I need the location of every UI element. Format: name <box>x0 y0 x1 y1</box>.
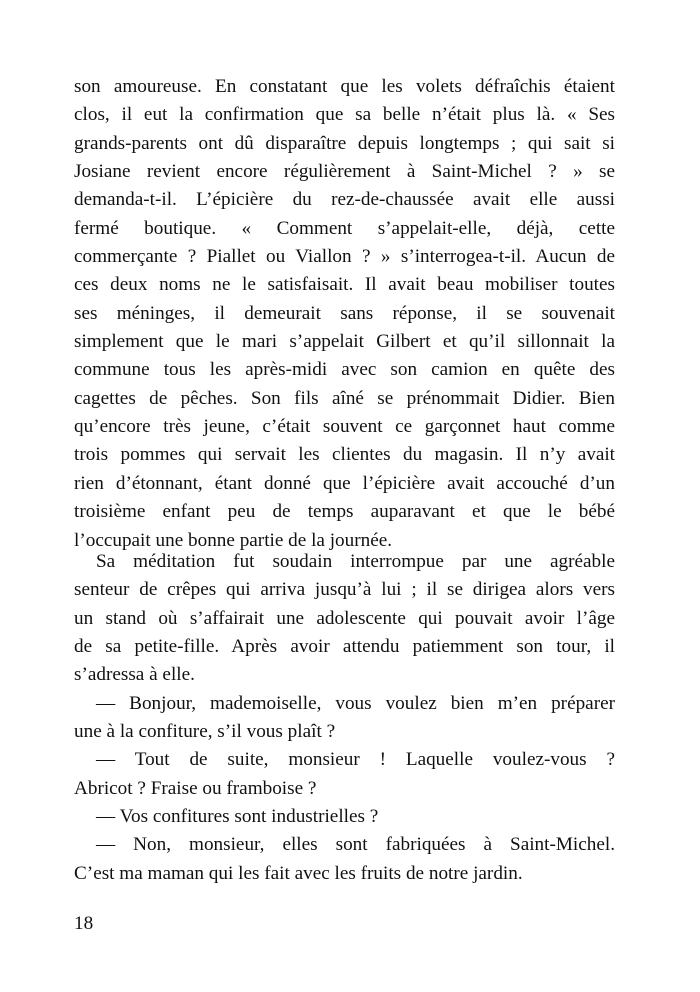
text-line: demanda-t-il. L’épicière du rez-de-chaussée avait elle aussi <box>74 189 615 211</box>
dialogue-line: — Tout de suite, monsieur ! Laquelle voulez-vous ? <box>96 749 615 771</box>
dialogue-line: — Vos confitures sont industrielles ? <box>96 806 379 828</box>
text-line: qu’encore très jeune, c’était souvent ce garçonnet haut comme <box>74 416 615 438</box>
paragraph-1 <box>74 73 615 555</box>
page-number: 18 <box>74 913 94 934</box>
text-line: son amoureuse. En constatant que les volets défraîchis étaient <box>74 76 615 97</box>
text-line: l’occupait une bonne partie de la journée. <box>74 529 393 551</box>
text-line: s’adressa à elle. <box>74 664 195 686</box>
paragraph-2 <box>74 548 615 888</box>
dialogue-line: — Non, monsieur, elles sont fabriquées à Saint-Michel. <box>96 834 615 856</box>
text-line: simplement que le mari s’appelait Gilbert et qu’il sillonnait la <box>74 331 615 353</box>
text-line: trois pommes qui servait les clientes du magasin. Il n’y avait <box>74 444 615 466</box>
dialogue-line: — Bonjour, mademoiselle, vous voulez bien m’en préparer <box>96 692 615 714</box>
text-line: senteur de crêpes qui arriva jusqu’à lui ; il se dirigea alors vers <box>74 579 615 601</box>
text-line: commune tous les après-midi avec son camion en quête des <box>74 359 615 381</box>
text-line: cagettes de pêches. Son fils aîné se prénommait Didier. Bien <box>74 387 615 409</box>
text-line: troisième enfant peu de temps auparavant et que le bébé <box>74 501 615 523</box>
dialogue-line: une à la confiture, s’il vous plaît ? <box>74 721 336 743</box>
text-line: fermé boutique. « Comment s’appelait-elle, déjà, cette <box>74 217 615 239</box>
text-line: rien d’étonnant, étant donné que l’épicière avait accouché d’un <box>74 472 615 494</box>
text-line: ses méninges, il demeurait sans réponse, il se souvenait <box>74 302 615 324</box>
text-line: Sa méditation fut soudain interrompue par une agréable <box>96 551 615 572</box>
text-line: Josiane revient encore régulièrement à Saint-Michel ? » se <box>74 161 615 183</box>
text-line: un stand où s’affairait une adolescente qui pouvait avoir l’âge <box>74 607 615 629</box>
text-line: clos, il eut la confirmation que sa belle n’était plus là. « Ses <box>74 104 615 126</box>
dialogue-line: Abricot ? Fraise ou framboise ? <box>74 777 317 799</box>
dialogue-line: C’est ma maman qui les fait avec les fruits de notre jardin. <box>74 862 523 884</box>
text-line: commerçante ? Piallet ou Viallon ? » s’interrogea-t-il. Aucun de <box>74 246 615 268</box>
text-line: grands-parents ont dû disparaître depuis longtemps ; qui sait si <box>74 132 615 154</box>
text-line: ces deux noms ne le satisfaisait. Il avait beau mobiliser toutes <box>74 274 615 296</box>
text-line: de sa petite-fille. Après avoir attendu patiemment son tour, il <box>74 636 615 658</box>
